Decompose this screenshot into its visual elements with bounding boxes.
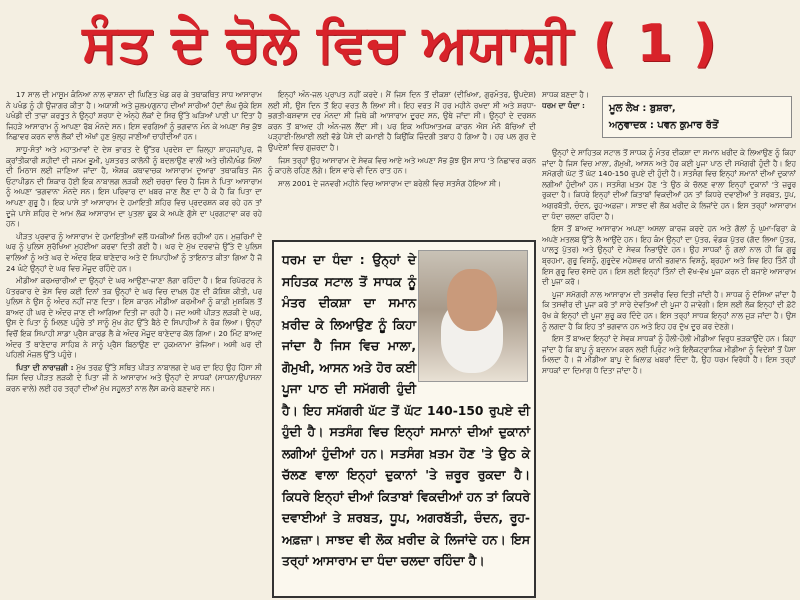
article-column-3: [542, 90, 796, 598]
subheading: ਪਿਤਾ ਦੀ ਨਾਰਾਜ਼ਗੀ :: [16, 362, 74, 372]
headline: ਸੰਤ ਦੇ ਚੋਲੇ ਵਿਚ ਅਯਾਸ਼ੀ ( 1 ): [82, 13, 718, 74]
paragraph: ਮੀਡੀਆ ਕਰਮਚਾਰੀਆਂ ਦਾ ਉਨ੍ਹਾਂ ਦੇ ਘਰ ਆਉਣਾ-ਜਾਣਾ ਲੱਗਾ ਰਹਿੰਦਾ ਹੈ। ਇਕ ਰਿਪੋਰਟਰ ਨੇ ਪੱਤਰਕਾਰ ਦੇ ਭੇਸ ਵਿਚ ਕਈ ਦਿਨਾਂ ਤਕ ਉਨ੍ਹਾਂ ਦੇ ਘਰ ਵਿਚ ਦਾਖ਼ਲ ਹੋਣ ਦੀ ਕੋਸ਼ਿਸ਼ ਕੀਤੀ, ਪਰ ਪੁਲਿਸ ਨੇ ਉਸ ਨੂੰ ਅੰਦਰ ਨਹੀਂ ਜਾਣ ਦਿਤਾ। ਇਸ ਕਾਰਨ ਮੀਡੀਆ ਕਰਮੀਆਂ ਨੂੰ ਕਾਫ਼ੀ ਮੁਸ਼ਕਿਲ ਤੋਂ ਬਾਅਦ ਹੀ ਘਰ ਦੇ ਅੰਦਰ ਜਾਣ ਦੀ ਆਗਿਆ ਦਿਤੀ ਜਾ ਰਹੀ ਹੈ। ਜਦ ਅਸੀ ਪੀੜਤ ਲੜਕੀ ਦੇ ਘਰ, ਉਸ ਦੇ ਪਿਤਾ ਨੂੰ ਮਿਲਣ ਪਹੁੰਚੇ ਤਾਂ ਸਾਨੂੰ ਮੁੱਖ ਗੇਟ ਉੱਤੇ ਬੈਠੇ ਦੋ ਸਿਪਾਹੀਆਂ ਨੇ ਰੋਕ ਲਿਆ। ਉਨ੍ਹਾਂ ਵਿਚੋਂ ਇਕ ਸਿਪਾਹੀ ਸਾਡਾ ਪ੍ਰੈਸ ਕਾਰਡ ਲੈ ਕੇ ਅੰਦਰ ਮੌਜੂਦ ਥਾਣੇਦਾਰ ਕੋਲ ਗਿਆ। 20 ਮਿੰਟ ਬਾਅਦ ਅੰਦਰ ਤੋਂ ਥਾਣੇਦਾਰ ਸਾਹਿਬ ਨੇ ਸਾਨੂੰ ਪ੍ਰੈਸ ਬਿਠਾਉਣ ਦਾ ਹੁਕਮਨਾਮਾ ਭੇਜਿਆ। ਅਸੀ ਘਰ ਦੀ ਪਹਿਲੀ ਮੰਜ਼ਲ ਉੱਤੇ ਪਹੁੰਚੇ।: [6, 276, 262, 360]
photo-face-shape: [447, 269, 497, 331]
byline-translator: [609, 117, 785, 134]
byline-name: ਬੁਸ਼ਰਾ,: [649, 103, 676, 114]
byline-label: ਮੂਲ ਲੇਖ :: [609, 103, 647, 114]
highlight-box: [272, 240, 536, 598]
article-column-2: [268, 90, 536, 240]
subheading: ਧਰਮ ਦਾ ਧੰਦਾ :: [542, 100, 585, 110]
paragraph: ਸਾਲ 2001 ਦੇ ਜਨਵਰੀ ਮਹੀਨੇ ਵਿਚ ਆਸਾਰਾਮ ਦਾ ਬਰੇਲੀ ਵਿਚ ਸਤਸੰਗ ਹੋਇਆ ਸੀ।: [278, 178, 502, 188]
highlight-body: ਉਨ੍ਹਾਂ ਦੇ ਸਹਿਤਕ ਸਟਾਲ ਤੋਂ ਸਾਧਕ ਨੂੰ ਮੰਤਰ ਦੀਕਸ਼ਾ ਦਾ ਸਮਾਨ ਖ਼ਰੀਦ ਕੇ ਲਿਆਉਣ ਨੂੰ ਕਿਹਾ ਜਾਂਦਾ ਹੈ ਜਿਸ ਵਿਚ ਮਾਲਾ, ਗੋਮੁਖੀ, ਆਸਨ ਅਤੇ ਹੋਰ ਕਈ ਪੂਜਾ ਪਾਠ ਦੀ ਸਮੱਗਰੀ ਹੁੰਦੀ ਹੈ। ਇਹ ਸਮੱਗਰੀ ਘੱਟ ਤੋਂ ਘੱਟ 140-150 ਰੁਪਏ ਦੀ ਹੁੰਦੀ ਹੈ। ਸਤਸੰਗ ਵਿਚ ਇਨ੍ਹਾਂ ਸਮਾਨਾਂ ਦੀਆਂ ਦੁਕਾਨਾਂ ਲਗੀਆਂ ਹੁੰਦੀਆਂ ਹਨ। ਸਤਸੰਗ ਖ਼ਤਮ ਹੋਣ 'ਤੇ ਉਠ ਕੇ ਚੱਲਣ ਵਾਲਾ ਇਨ੍ਹਾਂ ਦੁਕਾਨਾਂ 'ਤੇ ਜ਼ਰੂਰ ਰੁਕਦਾ ਹੈ। ਕਿਧਰੇ ਇਨ੍ਹਾਂ ਦੀਆਂ ਕਿਤਾਬਾਂ ਵਿਕਦੀਆਂ ਹਨ ਤਾਂ ਕਿਧਰੇ ਦਵਾਈਆਂ ਤੇ ਸ਼ਰਬਤ, ਧੂਪ, ਅਗਰਬੱਤੀ, ਚੰਦਨ, ਰੂਹ-ਅਫ਼ਜ਼ਾ। ਸਾਝਦ ਵੀ ਲੋਕ ਖ਼ਰੀਦ ਕੇ ਲਿਜਾਂਦੇ ਹਨ। ਇਸ ਤਰ੍ਹਾਂ ਆਸਾਰਾਮ ਦਾ ਧੰਦਾ ਚਲਦਾ ਰਹਿੰਦਾ ਹੈ।: [282, 253, 530, 568]
portrait-photo: [418, 250, 528, 382]
paragraph: ਇਸ ਤੋਂ ਬਾਅਦ ਇਨ੍ਹਾਂ ਦੇ ਸੇਵਕ ਸਾਧਕਾਂ ਨੂੰ ਹੌਲੀ-ਹੌਲੀ ਮੀਡੀਆ ਵਿਰੁਧ ਭੜਕਾਉਂਦੇ ਹਨ। ਕਿਹਾ ਜਾਂਦਾ ਹੈ ਕਿ ਬਾਪੂ ਨੂੰ ਬਦਨਾਮ ਕਰਨ ਲਈ ਪ੍ਰਿੰਟ ਅਤੇ ਇਲੈਕਟ੍ਰਾਨਿਕ ਮੀਡੀਆ ਨੂੰ ਵਿਦੇਸ਼ਾਂ ਤੋਂ ਪੈਸਾ ਮਿਲਦਾ ਹੈ। ਜੋ ਮੀਡੀਆ ਬਾਪੂ ਦੇ ਖ਼ਿਲਾਫ਼ ਖ਼ਬਰਾਂ ਦਿੰਦਾ ਹੈ, ਉਹ ਧਰਮ ਵਿਰੋਧੀ ਹੈ। ਇਸ ਤਰ੍ਹਾਂ ਸਾਧਕਾਂ ਦਾ ਦਿਮਾਗ ਧੋ ਦਿਤਾ ਜਾਂਦਾ ਹੈ।: [542, 334, 796, 375]
article-column-1: [6, 90, 262, 598]
paragraph: ਉਨ੍ਹਾਂ ਦੇ ਸਾਹਿਤਕ ਸਟਾਲ ਤੋਂ ਸਾਧਕ ਨੂੰ ਮੰਤਰ ਦੀਕਸ਼ਾ ਦਾ ਸਮਾਨ ਖ਼ਰੀਦ ਕੇ ਲਿਆਉਣ ਨੂੰ ਕਿਹਾ ਜਾਂਦਾ ਹੈ ਜਿਸ ਵਿਚ ਮਾਲਾ, ਗੋਮੁਖੀ, ਆਸਨ ਅਤੇ ਹੋਰ ਕਈ ਪੂਜਾ ਪਾਠ ਦੀ ਸਮੱਗਰੀ ਹੁੰਦੀ ਹੈ। ਇਹ ਸਮੱਗਰੀ ਘੱਟ ਤੋਂ ਘੱਟ 140-150 ਰੁਪਏ ਦੀ ਹੁੰਦੀ ਹੈ। ਸਤਸੰਗ ਵਿਚ ਇਨ੍ਹਾਂ ਸਮਾਨਾਂ ਦੀਆਂ ਦੁਕਾਨਾਂ ਲਗੀਆਂ ਹੁੰਦੀਆਂ ਹਨ। ਸਤਸੰਗ ਖ਼ਤਮ ਹੋਣ 'ਤੇ ਉਠ ਕੇ ਚੱਲਣ ਵਾਲਾ ਇਨ੍ਹਾਂ ਦੁਕਾਨਾਂ 'ਤੇ ਜ਼ਰੂਰ ਰੁਕਦਾ ਹੈ। ਕਿਧਰੇ ਇਨ੍ਹਾਂ ਦੀਆਂ ਕਿਤਾਬਾਂ ਵਿਕਦੀਆਂ ਹਨ ਤਾਂ ਕਿਧਰੇ ਦਵਾਈਆਂ ਤੇ ਸ਼ਰਬਤ, ਧੂਪ, ਅਗਰਬੱਤੀ, ਚੰਦਨ, ਰੂਹ-ਅਫ਼ਜ਼ਾ। ਸਾਝਦ ਵੀ ਲੋਕ ਖ਼ਰੀਦ ਕੇ ਲਿਜਾਂਦੇ ਹਨ। ਇਸ ਤਰ੍ਹਾਂ ਆਸਾਰਾਮ ਦਾ ਧੰਦਾ ਚਲਦਾ ਰਹਿੰਦਾ ਹੈ।: [542, 148, 796, 221]
paragraph: ਪੂਜਾ ਸਮੱਗਰੀ ਨਾਲ ਆਸਾਰਾਮ ਦੀ ਤਸਵੀਰ ਵਿਚ ਦਿਤੀ ਜਾਂਦੀ ਹੈ। ਸਾਧਕ ਨੂੰ ਦੱਸਿਆ ਜਾਂਦਾ ਹੈ ਕਿ ਤਸਵੀਰ ਦੀ ਪੂਜਾ ਕਰੋ ਤਾਂ ਸਾਰੇ ਦੇਵਤਿਆਂ ਦੀ ਪੂਜਾ ਹੋ ਜਾਵੇਗੀ। ਇਸ ਲਈ ਲੋਕ ਇਨ੍ਹਾਂ ਦੀ ਫ਼ੋਟੋ ਰੱਖ ਕੇ ਇਨ੍ਹਾਂ ਦੀ ਪੂਜਾ ਸ਼ੁਰੂ ਕਰ ਦਿੰਦੇ ਹਨ। ਇਸ ਤਰ੍ਹਾਂ ਸਾਧਕ ਇਨ੍ਹਾਂ ਨਾਲ ਜੁੜ ਜਾਂਦਾ ਹੈ। ਉਸ ਨੂੰ ਲਗਦਾ ਹੈ ਕਿ ਇਹ ਤਾਂ ਭਗਵਾਨ ਹਨ ਅਤੇ ਇਹ ਹਰ ਦੁੱਖ ਦੂਰ ਕਰ ਦੇਣਗੇ।: [542, 289, 796, 331]
paragraph: [6, 363, 262, 395]
paragraph: ਪੀੜਤ ਪ੍ਰਵਾਰ ਨੂੰ ਆਸਾਰਾਮ ਦੇ ਹਮਾਇਤੀਆਂ ਵਲੋਂ ਧਮਕੀਆਂ ਮਿਲ ਰਹੀਆਂ ਹਨ। ਮੁਜ਼ਰਿਮਾਂ ਦੇ ਘਰ ਨੂੰ ਪੁਲਿਸ ਸੁਰੱਖਿਆ ਮੁਹਈਆ ਕਰਵਾ ਦਿਤੀ ਗਈ ਹੈ। ਘਰ ਦੇ ਮੁੱਖ ਦਰਵਾਜ਼ੇ ਉੱਤੇ ਦੋ ਪੁਲਿਸ ਵਾਲਿਆਂ ਨੂੰ ਅਤੇ ਘਰ ਦੇ ਅੰਦਰ ਇਕ ਥਾਣੇਦਾਰ ਅਤੇ ਦੋ ਸਿਪਾਹੀਆਂ ਨੂੰ ਤਾਇਨਾਤ ਕੀਤਾ ਗਿਆ ਹੈ ਜੋ 24 ਘੰਟੇ ਉਨ੍ਹਾਂ ਦੇ ਘਰ ਵਿਚ ਮੌਜੂਦ ਰਹਿੰਦੇ ਹਨ।: [6, 231, 262, 273]
byline-name: ਪਵਨ ਕੁਮਾਰ ਰੱਤੋਂ: [657, 120, 719, 131]
paragraph-text: ਮੁੱਖ ਤਰਫ਼ ਉੱਤੇ ਸਥਿਤ ਪੀੜਤ ਨਾਬਾਲਗ ਦੇ ਘਰ ਦਾ ਇਹ ਉਹ ਹਿੱਸਾ ਸੀ ਜਿਸ ਵਿਚ ਪੀੜਤ ਲੜਕੀ ਦੇ ਪਿਤਾ ਜੀ ਨੇ ਆਸਾਰਾਮ ਅਤੇ ਉਨ੍ਹਾਂ ਦੇ ਸਾਧਕਾਂ (ਸਾਧਨਾ/ਉਪਾਸਨਾ ਕਰਨ ਵਾਲੇ) ਲਈ ਹਰ ਤਰ੍ਹਾਂ ਦੀਆਂ ਮੁੱਖ ਸਹੂਲਤਾਂ ਨਾਲ ਲੈਸ ਕਮਰੇ ਬਣਵਾਏ ਸਨ।: [6, 362, 262, 394]
paragraph: 17 ਸਾਲ ਦੀ ਮਾਸੂਮ ਕੰਨਿਆ ਨਾਲ ਵਾਸ਼ਨਾ ਦੀ ਘਿਣਿਤ ਖੇਡ ਕਰ ਕੇ ਤਥਾਕਥਿਤ ਸਾਧ ਆਸਾਰਾਮ ਨੇ ਪਖੰਡ ਨੂੰ ਹੀ ਉਜਾਗਰ ਕੀਤਾ ਹੈ। ਅਯਾਸ਼ੀ ਅਤੇ ਜ਼ੁਲਮ/ਗੁਨਾਹ ਦੀਆਂ ਸਾਰੀਆਂ ਹੱਦਾਂ ਲੰਘ ਚੁੱਕੇ ਇਸ ਪਖੰਡੀ ਦੀ ਤਾਜ਼ਾ ਕਰਤੂਤ ਨੇ ਉਨ੍ਹਾਂ ਸ਼ਰਧਾ ਦੇ ਅੰਨ੍ਹੇ ਲੋਕਾਂ ਦੇ ਸਿਰ ਉੱਤੇ ਘੜਿਆਂ ਪਾਣੀ ਪਾ ਦਿੱਤਾ ਹੈ ਜਿਹੜੇ ਆਸਾਰਾਮ ਨੂੰ ਆਪਣਾ ਰੱਬ ਮੰਨਦੇ ਸਨ। ਇਸ ਵਰਗਿਆਂ ਨੂੰ ਭਗਵਾਨ ਮੰਨ ਕੇ ਅਪਣਾ ਸੱਭ ਕੁੱਝ ਨਿਛਾਵਰ ਕਰਨ ਵਾਲੇ ਲੋਕਾਂ ਦੀ ਅੱਖਾਂ ਹੁਣ ਖੁੱਲ੍ਹ ਜਾਣੀਆਂ ਚਾਹੀਦੀਆਂ ਹਨ।: [6, 90, 262, 142]
byline-label: ਅਨੁਵਾਦਕ :: [609, 120, 654, 131]
paragraph: ਜਿਸ ਤਰ੍ਹਾਂ ਉਹ ਆਸਾਰਾਮ ਦੇ ਸੇਵਕ ਵਿਚ ਆਏ ਅਤੇ ਅਪਣਾ ਸੱਭ ਕੁੱਝ ਉਸ ਸਾਧ 'ਤੇ ਨਿਛਾਵਰ ਕਰਨ ਨੂੰ ਕਾਹਲੇ ਰਹਿਣ ਲੱਗੇ। ਇਸ ਵਾਰੇ ਵੀ ਦਿਨ ਰਾਤ ਹਨ।: [268, 155, 536, 176]
byline-author: [609, 100, 785, 117]
column-3-body: [542, 148, 796, 598]
paragraph: ਇਨ੍ਹਾਂ ਅੰਨ-ਜਲ ਪ੍ਰਾਪਤ ਨਹੀਂ ਕਰਦੇ। ਮੈਂ ਜਿਸ ਦਿਨ ਤੋਂ ਦੀਕਸ਼ਾ (ਦੀਖਿਆ, ਗੁਰਮੰਤਰ, ਉਪਦੇਸ਼) ਲਈ ਸੀ, ਉਸ ਦਿਨ ਤੋਂ ਇਹ ਵਰਤ ਲੈ ਲਿਆ ਸੀ। ਇਹ ਵਰਤ ਮੈਂ ਹਰ ਮਹੀਨੇ ਰਖਦਾ ਸੀ ਅਤੇ ਸ਼ਰਧਾ-ਭਗਤੀ-ਬਸ਼ਵਾਸ ਦਰ ਮੰਨਦਾ ਸੀ ਜਿਥੇ ਕੀ ਆਸਾਰਾਮ ਦੂਰਦ ਸਨ, ਉਥੇ ਜਾਂਦਾ ਸੀ। ਉਨ੍ਹਾਂ ਦੇ ਦਰਸ਼ਨ ਕਰਨ ਤੋਂ ਬਾਅਦ ਹੀ ਅੰਨ-ਜਲ ਲੈਂਦਾ ਸੀ। ਪਰ ਇਕ ਅਧਿਆਤਮਕ ਕਾਰਨ ਐਸ ਮੰਨੋ ਬੱਚਿਆਂ ਦੀ ਪੜ੍ਹਾਈ-ਲਿਖਾਈ ਲਈ ਵੱਡੇ ਪੈਸੇ ਦੀ ਕਮਾਈ ਹੈ ਕਿਉਂਕਿ ਜ਼ਿੰਦਗੀ ਤਬਾਹ ਹੋ ਗਿਆ ਹੈ। ਹਰ ਪਲ ਗੁਰ ਦੇ ਉਪਦੇਸ਼ਾਂ ਵਿਚ ਗੁਜ਼ਰਦਾ ਹੈ।: [268, 90, 536, 152]
highlight-lead: ਧਰਮ ਦਾ ਧੰਦਾ :: [282, 253, 365, 267]
byline-box: [602, 96, 792, 138]
lead-line: ਸਾਧਕ ਬਣਦਾ ਹੈ।: [542, 90, 589, 99]
paragraph: ਸਾਧੂ-ਸੰਤਾਂ ਅਤੇ ਮਹਾਤਮਾਵਾਂ ਦੇ ਦੇਸ਼ ਭਾਰਤ ਦੇ ਉੱਤਰ ਪ੍ਰਦੇਸ਼ ਦਾ ਜ਼ਿਲ੍ਹਾ ਸ਼ਾਹਜਹਾਂਪੁਰ, ਜੋ ਕ੍ਰਾਂਤੀਕਾਰੀ ਸ਼ਹੀਦਾਂ ਦੀ ਜਨਮ ਭੂਮੀ, ਪੁਸ਼ਤਰਤ ਕਾਲੋਨੀ ਨੂੰ ਬਦਲਾਉਣ ਵਾਲੀ ਅਤੇ ਚੀਨੀ/ਖੰਡ ਮਿੱਲਾਂ ਦੀ ਮਿਠਾਸ ਲਈ ਜਾਣਿਆ ਜਾਂਦਾ ਹੈ, ਐਸ਼ਕ ਕਥਾਵਾਚਕ ਆਸਾਰਾਮ ਦੁਆਰਾ ਤਥਾਕਥਿਤ ਜੋਨ ਓਟਾਪੀਡਨ ਦੀ ਸ਼ਿਕਾਰ ਹੋਈ ਇਕ ਨਾਬਾਲਗ ਲੜਕੀ ਲਈ ਚਰਚਾ ਵਿਚ ਹੈ ਜਿਸ ਨੇ ਪਿਤਾ ਆਸਾਰਾਮ ਨੂੰ ਅਪਣਾ 'ਭਗਵਾਨ' ਮੰਨਦੇ ਸਨ। ਇਸ ਪਰਿਵਾਰ ਦਾ ਖ਼ਬਰ ਜਾਣ ਲੈਣ ਦਾ ਹੈ ਕੇ ਹੈ ਕਿ ਪਿਤਾ ਦਾ ਆਪਣਾ ਗੁਰੂ ਹੈ। ਇਕ ਪਾਸੇ ਤਾਂ ਆਸਾਰਾਮ ਦੇ ਹਮਾਇਤੀ ਸ਼ਹਿਰ ਵਿਚ ਪ੍ਰਦਰਸ਼ਨ ਕਰ ਰਹੇ ਹਨ ਤਾਂ ਦੂਜੇ ਪਾਸੇ ਸ਼ਹਿਰ ਦੇ ਆਮ ਲੋਕ ਆਸਾਰਾਮ ਦਾ ਪੁਤਲਾ ਫੂਕ ਕੇ ਅਪਣੇ ਗੁੱਸੇ ਦਾ ਪ੍ਰਗਟਾਵਾ ਕਰ ਰਹੇ ਹਨ।: [6, 144, 262, 229]
paragraph: ਇਸ ਤੋਂ ਬਾਅਦ ਆਸਾਰਾਮ ਅਪਣਾ ਅਸਲਾ ਕਾਰਜ ਕਰਦੇ ਹਨ ਅਤੇ ਗੋਲਾਂ ਨੂੰ ਘੁਮਾ-ਫਿਰਾ ਕੇ ਅਪਣੇ ਮਤਲਬ ਉੱਤੇ ਲੈ ਆਉਂਦੇ ਹਨ। ਇਹ ਕੰਮ ਉਨ੍ਹਾਂ ਦਾ ਪੁੱਤਰ, ਵੰਡਕ ਪੁੱਤਰ (ਗੋਦ ਲਿਆ ਪੁੱਤਰ, ਪਾਲਤੂ ਪੁੱਤਰ) ਅਤੇ ਉਨ੍ਹਾਂ ਦੇ ਸੇਵਕ ਨਿਭਾਉਂਦੇ ਹਨ। ਉਹ ਸਾਧਕਾਂ ਨੂੰ ਗਲਾਂ ਨਾਲ ਹੀ ਕਿ ਗੁਰੂ ਬ੍ਰਹਮਾ, ਗੁਰੂ ਵਿਸ਼ਨੂੰ, ਗੁਰੂਦੇਵ ਮਹੇਸ਼ਵਰ ਯਾਨੀ ਭਗਵਾਨ ਵਿਸ਼ਨੂੰ, ਬ੍ਰਹਮਾ ਅਤੇ ਸ਼ਿਵ ਇਹ ਤਿੰਨੋਂ ਹੀ ਇਸ ਗੁਰੂ ਵਿਚ ਵੱਸਦੇ ਹਨ। ਇਸ ਲਈ ਇਨ੍ਹਾਂ ਤਿੰਨਾਂ ਦੀ ਵੱਖ-ਵੱਖ ਪੂਜਾ ਕਰਨ ਦੀ ਬਜਾਏ ਆਸਾਰਾਮ ਦੀ ਪੂਜਾ ਕਰੋ।: [542, 224, 796, 287]
column-lead: [542, 90, 598, 111]
